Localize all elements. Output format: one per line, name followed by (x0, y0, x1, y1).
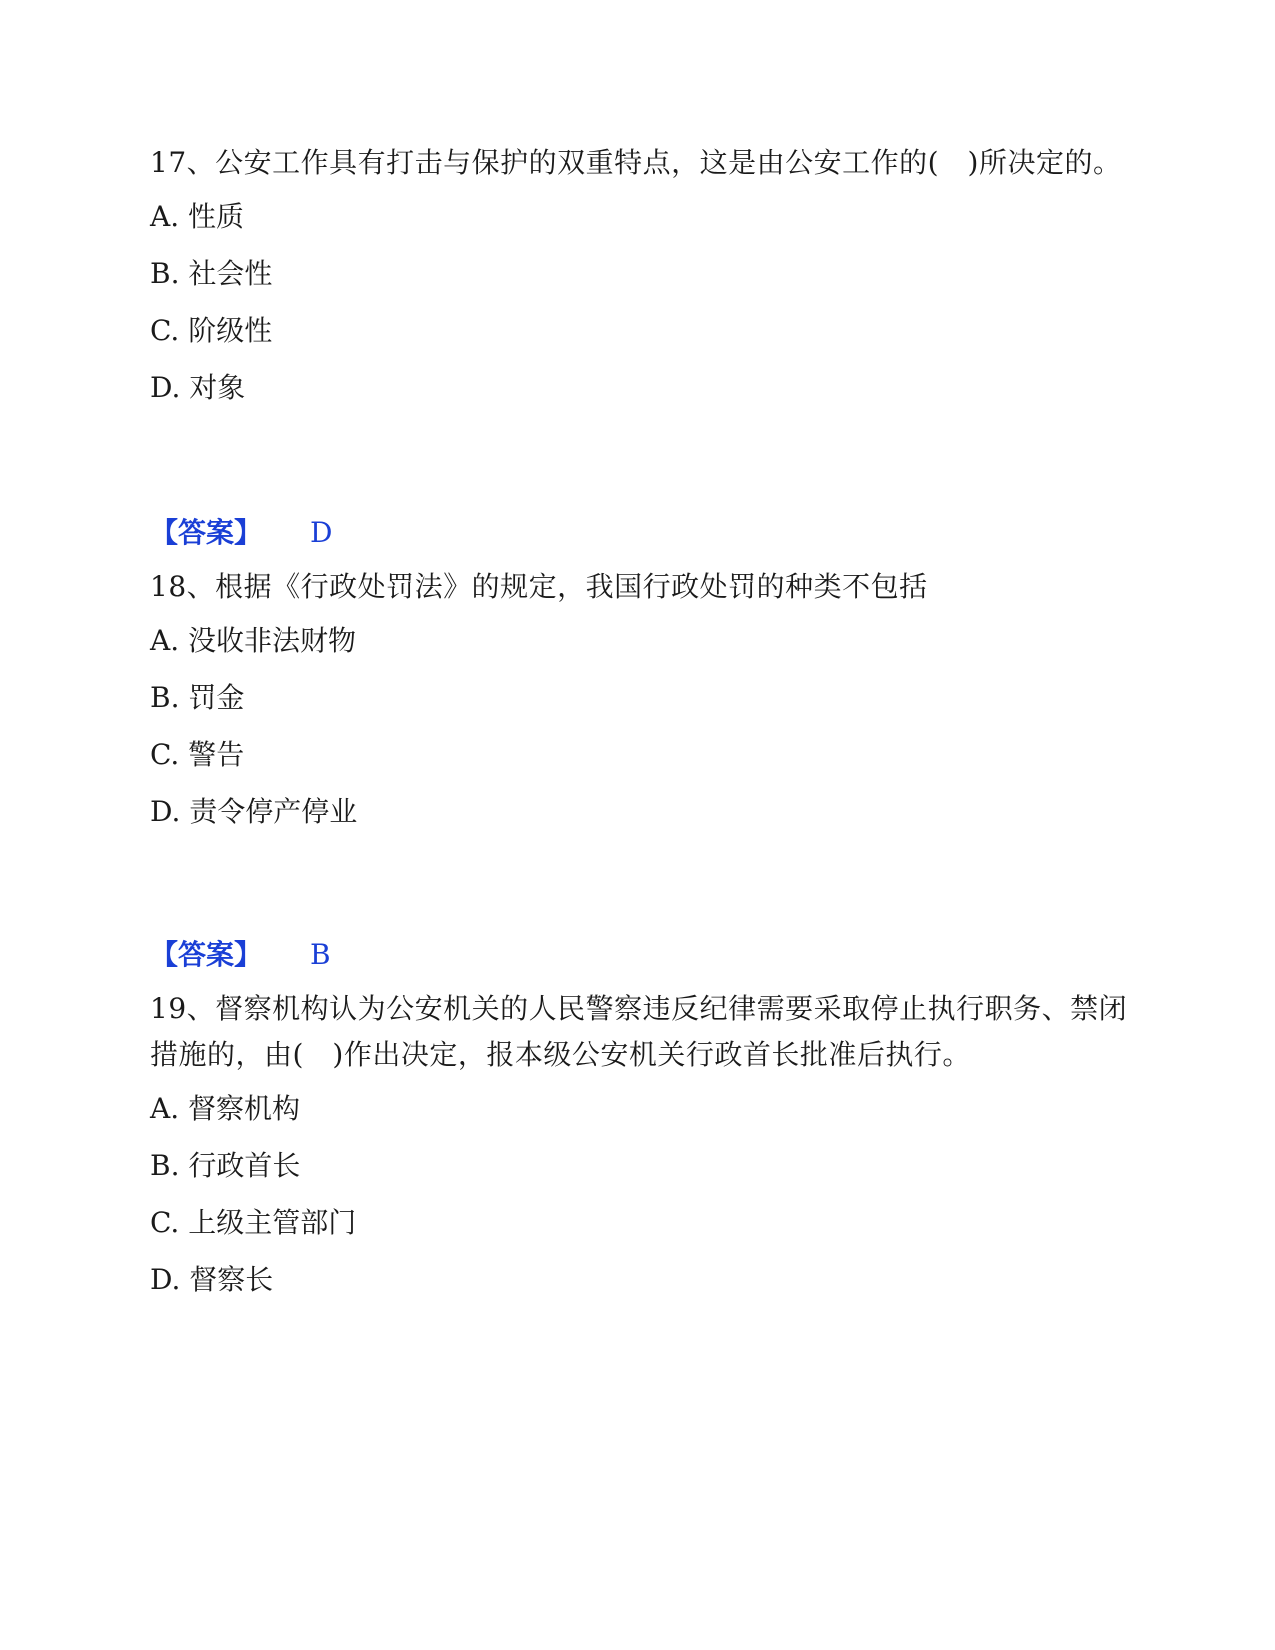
answer-tag: 【答案】 (150, 938, 263, 971)
option-b: B. 社会性 (150, 257, 273, 290)
answer-18 (150, 932, 1130, 978)
option-c: C. 阶级性 (150, 314, 273, 347)
answer-value: B (310, 938, 331, 971)
answer-value: D (310, 516, 333, 549)
question-stem: 17、公安工作具有打击与保护的双重特点，这是由公安工作的( )所决定的。 (150, 146, 1122, 179)
option-a: A. 性质 (150, 200, 245, 233)
option-c: C. 警告 (150, 738, 245, 771)
document-page (150, 140, 1130, 1314)
option-b: B. 行政首长 (150, 1149, 301, 1182)
option-d: D. 责令停产停业 (150, 795, 358, 828)
answer-17 (150, 510, 1130, 556)
option-c: C. 上级主管部门 (150, 1206, 357, 1239)
answer-tag: 【答案】 (150, 516, 263, 549)
option-a: A. 督察机构 (150, 1092, 301, 1125)
question-stem: 19、督察机构认为公安机关的人民警察违反纪律需要采取停止执行职务、禁闭措施的，由( )作出决定，报本级公安机关行政首长批准后执行。 (150, 992, 1128, 1071)
option-d: D. 督察长 (150, 1263, 274, 1296)
option-b: B. 罚金 (150, 681, 245, 714)
question-17 (150, 140, 1130, 422)
question-19 (150, 986, 1130, 1314)
question-18 (150, 564, 1130, 846)
option-d: D. 对象 (150, 371, 246, 404)
option-a: A. 没收非法财物 (150, 624, 357, 657)
question-stem: 18、根据《行政处罚法》的规定，我国行政处罚的种类不包括 (150, 570, 928, 603)
